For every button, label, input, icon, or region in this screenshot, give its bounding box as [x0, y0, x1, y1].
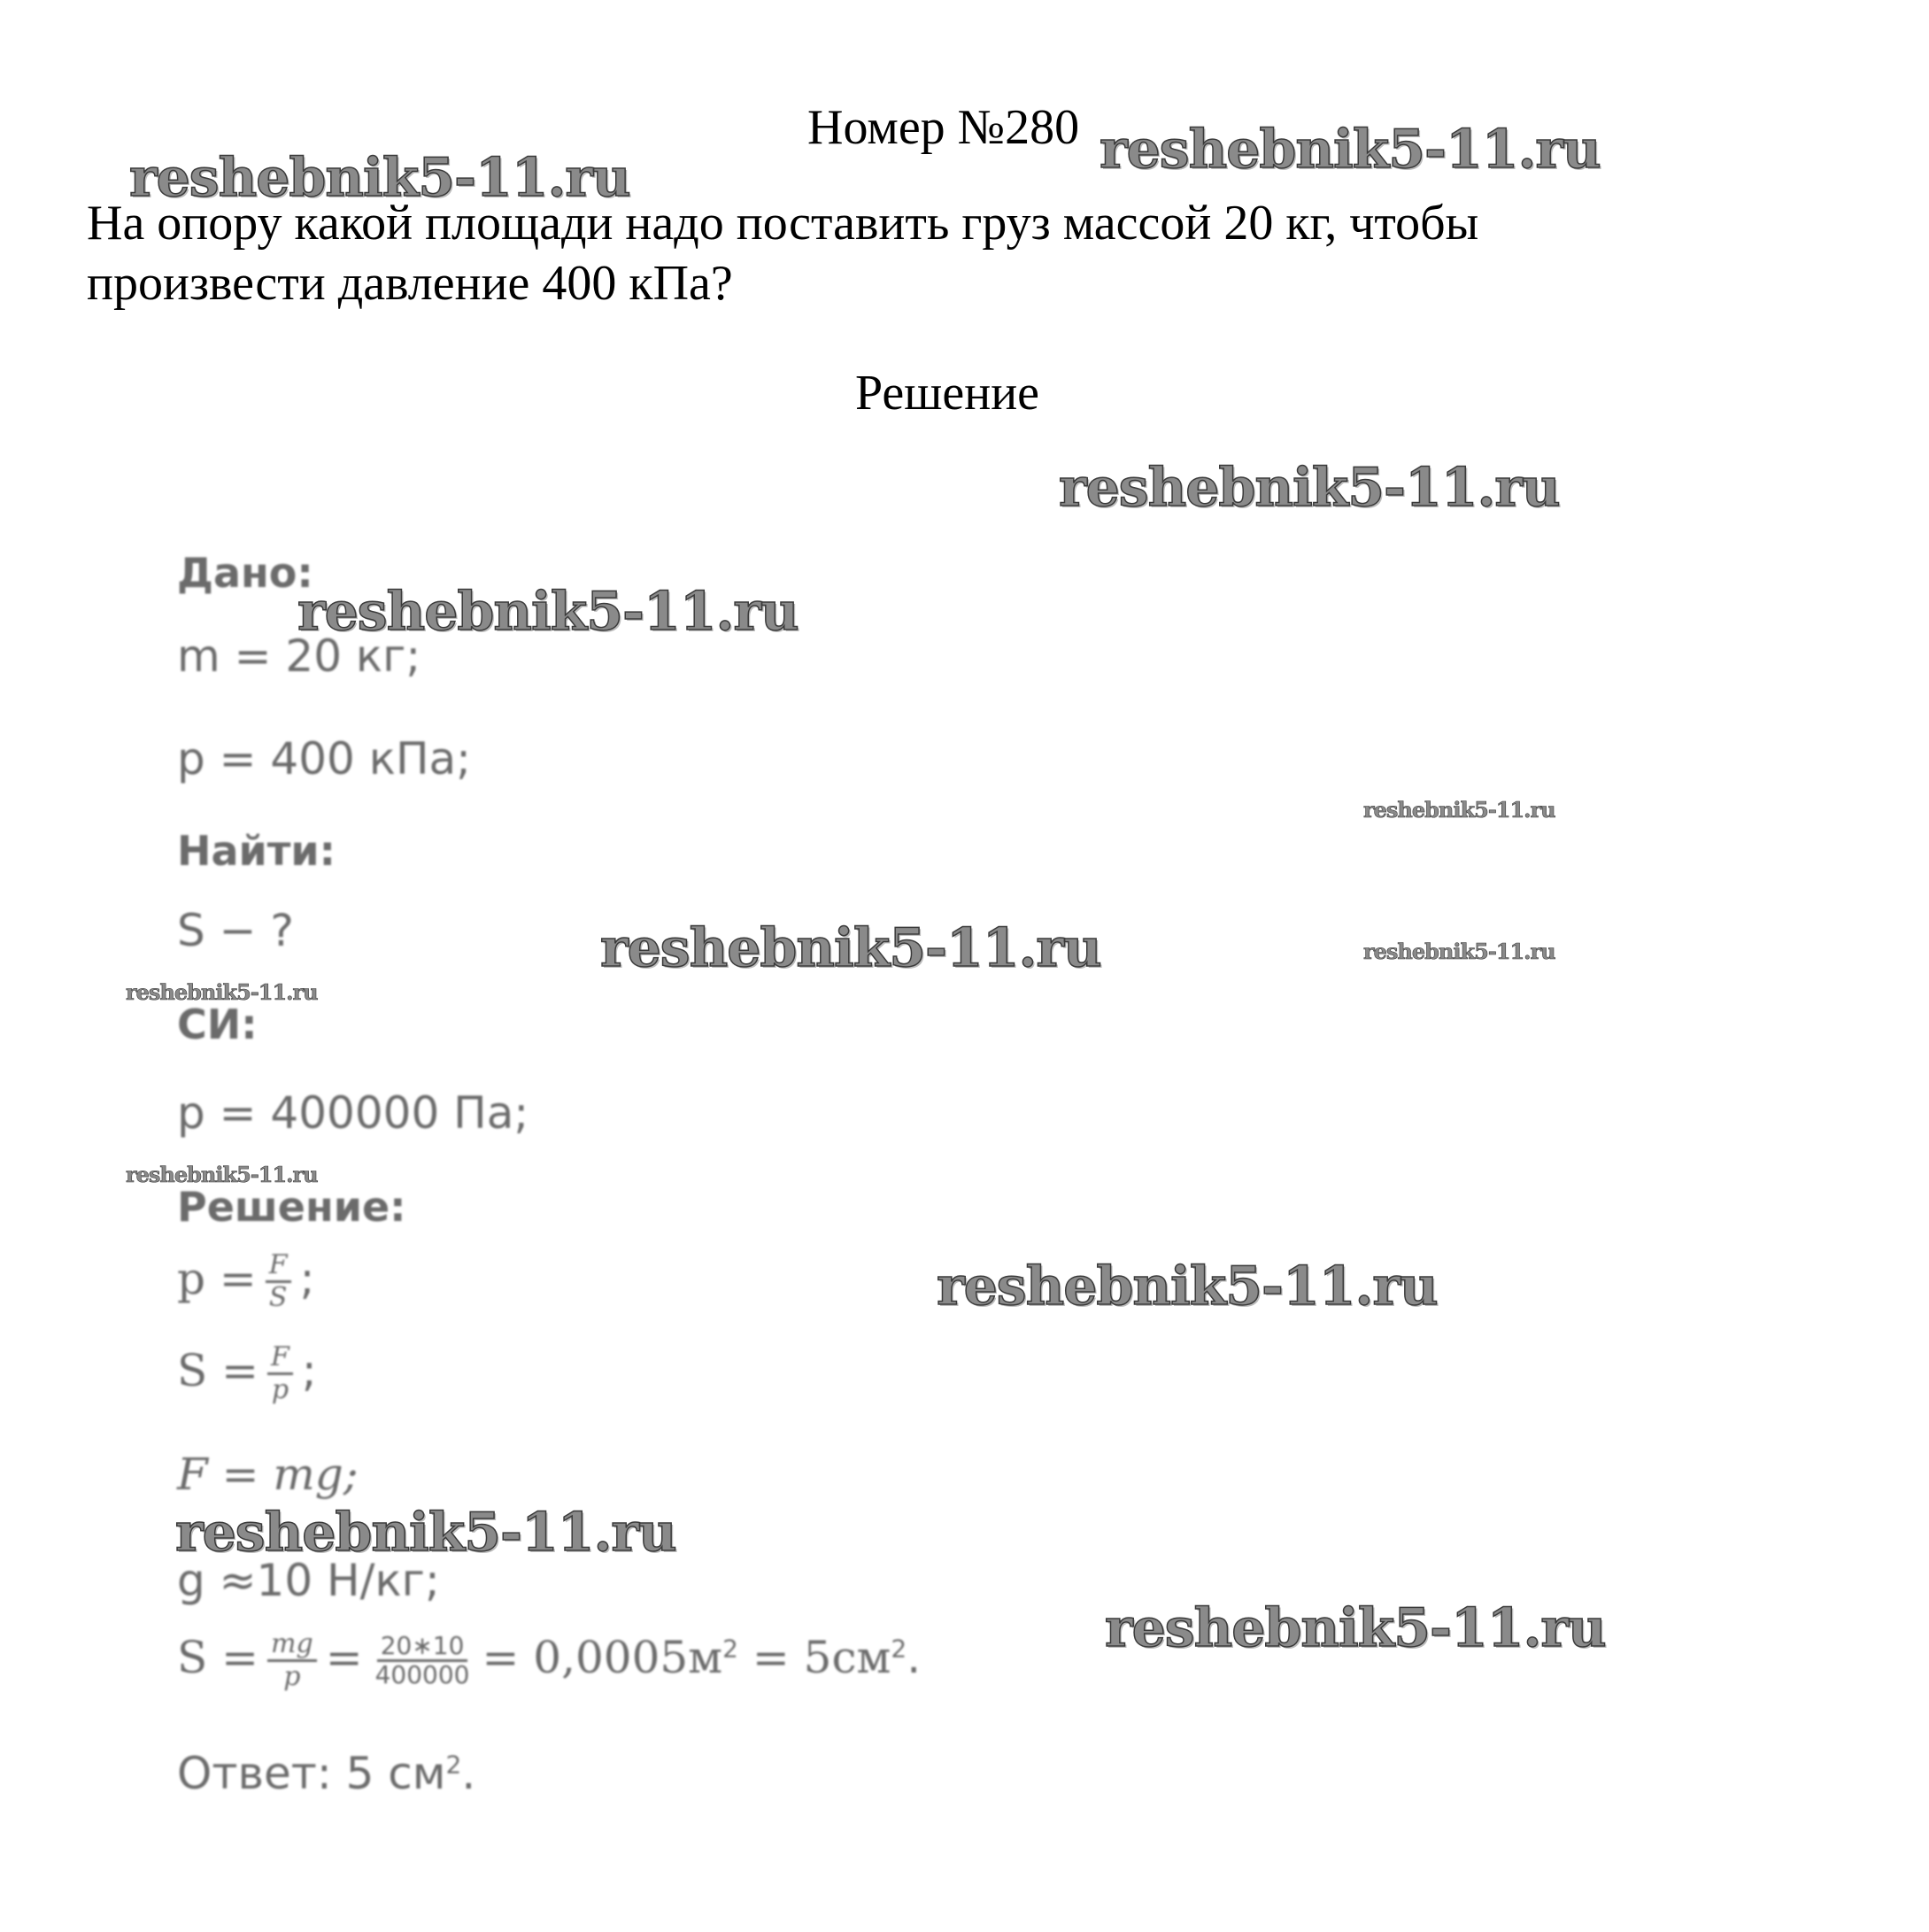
- fraction-numerator: F: [266, 1250, 291, 1283]
- watermark: reshebnik5-11.ru: [1363, 797, 1555, 823]
- fraction-f-over-p: [267, 1342, 293, 1405]
- formula-area: [177, 1342, 317, 1405]
- formula-area-left: S =: [177, 1345, 259, 1396]
- fraction-mg-over-p: [267, 1629, 317, 1692]
- formula-pressure: [177, 1250, 314, 1313]
- find-label: Найти:: [177, 827, 336, 875]
- watermark: reshebnik5-11.ru: [1363, 939, 1555, 964]
- watermark: reshebnik5-11.ru: [600, 917, 1101, 979]
- watermark: reshebnik5-11.ru: [126, 1162, 318, 1187]
- gravity-value: g ≈10 Н/кг;: [177, 1555, 440, 1606]
- result-square-meters: = 0,0005м: [482, 1632, 723, 1683]
- answer: [177, 1748, 475, 1799]
- equals-sign: =: [325, 1632, 363, 1683]
- fraction-numerator: mg: [267, 1629, 317, 1662]
- watermark: reshebnik5-11.ru: [129, 147, 630, 209]
- problem-statement: На опору какой площади надо поставить груз массой 20 кг, чтобы произвести давление 400 кПа?: [87, 196, 1479, 311]
- watermark: reshebnik5-11.ru: [1105, 1597, 1606, 1659]
- fraction-denominator: p: [271, 1374, 289, 1405]
- formula-result: [177, 1629, 921, 1692]
- formula-force: F = mg;: [177, 1449, 359, 1500]
- exponent: 2: [445, 1750, 462, 1780]
- formula-end: .: [907, 1632, 922, 1683]
- solution-heading: Решение: [855, 366, 1040, 421]
- formula-pressure-left: p =: [177, 1253, 257, 1304]
- watermark: reshebnik5-11.ru: [1059, 457, 1560, 519]
- fraction-f-over-s: [266, 1250, 291, 1313]
- formula-end: ;: [299, 1253, 315, 1304]
- watermark: reshebnik5-11.ru: [1100, 119, 1601, 181]
- si-label: СИ:: [177, 1001, 258, 1048]
- watermark: reshebnik5-11.ru: [297, 581, 799, 643]
- fraction-denominator: S: [268, 1282, 288, 1313]
- given-pressure: p = 400 кПа;: [177, 733, 472, 784]
- watermark: reshebnik5-11.ru: [175, 1502, 676, 1564]
- given-label: Дано:: [177, 549, 313, 597]
- solution-label: Решение:: [177, 1183, 406, 1231]
- result-square-cm: = 5см: [737, 1632, 891, 1683]
- watermark: reshebnik5-11.ru: [937, 1256, 1438, 1318]
- si-pressure: p = 400000 Па;: [177, 1087, 529, 1139]
- fraction-numerator: F: [267, 1342, 293, 1375]
- answer-end: .: [461, 1748, 476, 1799]
- exponent: 2: [722, 1634, 738, 1664]
- document-title: Номер №280: [807, 100, 1080, 155]
- watermark: reshebnik5-11.ru: [126, 979, 318, 1005]
- given-mass: m = 20 кг;: [177, 630, 421, 682]
- fraction-denominator: 400000: [374, 1660, 470, 1689]
- result-left: S =: [177, 1632, 259, 1683]
- find-area: S − ?: [177, 905, 294, 956]
- answer-text: Ответ: 5 см: [177, 1748, 446, 1799]
- exponent: 2: [891, 1634, 907, 1664]
- fraction-denominator: p: [283, 1661, 301, 1692]
- fraction-numerator: 20∗10: [377, 1633, 468, 1662]
- fraction-numeric: [372, 1633, 474, 1689]
- formula-end: ;: [301, 1345, 317, 1396]
